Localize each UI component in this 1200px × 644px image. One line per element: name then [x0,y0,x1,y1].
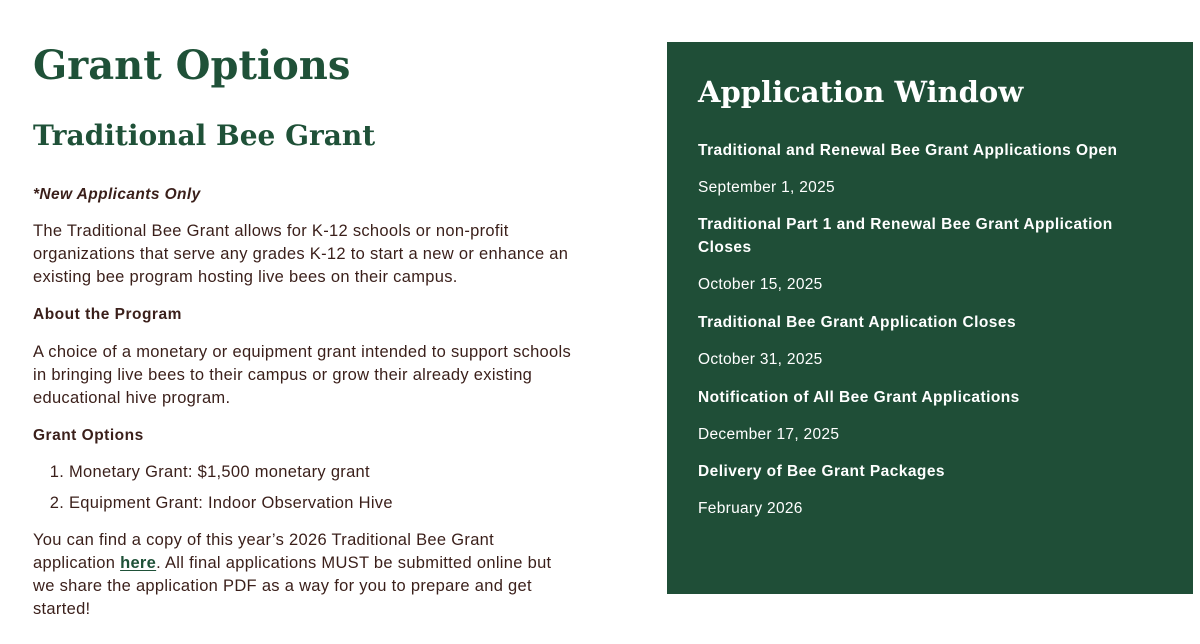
event-date: October 31, 2025 [698,351,823,368]
event-date: February 2026 [698,500,803,517]
event-label: Delivery of Bee Grant Packages [698,463,945,480]
panel-title: Application Window [698,75,1024,109]
list-item: 1. Monetary Grant: $1,500 monetary grant [69,460,393,491]
grant-options-list [33,460,393,522]
intro-paragraph: The Traditional Bee Grant allows for K-12 schools or non-profit organizations that serve any grades K-12 to start a new or enhance an existing bee program hosting live bees on their campus. [33,222,569,286]
event-date: December 17, 2025 [698,426,840,443]
options-heading: Grant Options [33,427,144,444]
application-pdf-link[interactable]: here [120,554,157,572]
page-title: Grant Options [33,42,351,89]
application-window-panel [667,42,1193,594]
event-label: Traditional Part 1 and Renewal Bee Grant Application Closes [698,216,1113,256]
application-paragraph [33,529,573,621]
application-text-start: You can find a copy of this year’s 2026 Traditional Bee Grant application [33,531,495,572]
event-label: Traditional and Renewal Bee Grant Applications Open [698,142,1118,159]
grant-title: Traditional Bee Grant [33,119,376,152]
new-applicants-note: *New Applicants Only [33,186,201,203]
event-date: September 1, 2025 [698,179,835,196]
list-item: 2. Equipment Grant: Indoor Observation Hive [69,491,393,522]
about-heading: About the Program [33,306,182,323]
about-paragraph: A choice of a monetary or equipment grant intended to support schools in bringing live bees to their campus or grow their already existing educational hive program. [33,343,572,407]
event-label: Traditional Bee Grant Application Closes [698,314,1017,331]
application-text-end: . All final applications MUST be submitted online but we share the application PDF as a way for you to prepare and get started! [33,554,552,618]
event-label: Notification of All Bee Grant Applications [698,389,1020,406]
event-date: October 15, 2025 [698,276,823,293]
